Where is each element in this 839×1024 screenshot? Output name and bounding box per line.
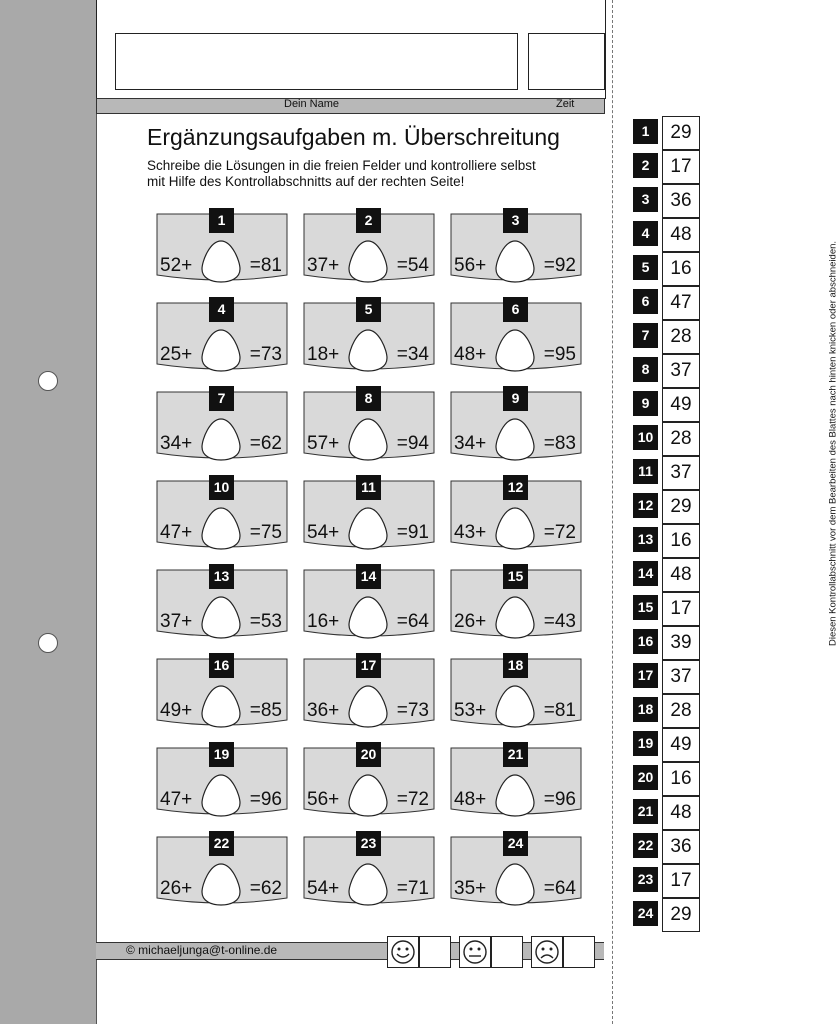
exercise-card [450, 391, 582, 461]
sum: =92 [543, 255, 576, 276]
sum: =72 [396, 789, 429, 810]
answer-egg[interactable] [494, 328, 536, 372]
name-label: Dein Name [284, 98, 340, 110]
answer-egg[interactable] [347, 417, 389, 461]
exercise-card [303, 213, 435, 283]
key-answer: 28 [662, 320, 700, 354]
time-field[interactable] [528, 33, 605, 90]
key-number: 22 [633, 833, 658, 858]
addend: 48+ [454, 344, 487, 365]
key-number: 8 [633, 357, 658, 382]
addend: 43+ [454, 522, 487, 543]
punch-hole [38, 633, 58, 653]
key-number: 16 [633, 629, 658, 654]
exercise-number: 21 [503, 742, 528, 767]
key-answer: 16 [662, 524, 700, 558]
exercise-card [156, 391, 288, 461]
key-number: 11 [633, 459, 658, 484]
addend: 37+ [307, 255, 340, 276]
key-row [633, 558, 699, 590]
answer-egg[interactable] [200, 684, 242, 728]
answer-egg[interactable] [347, 773, 389, 817]
answer-egg[interactable] [347, 684, 389, 728]
exercise-number: 10 [209, 475, 234, 500]
key-row [633, 524, 699, 556]
sad-face-icon [531, 936, 563, 968]
key-answer: 28 [662, 422, 700, 456]
exercise-card [303, 480, 435, 550]
key-row [633, 422, 699, 454]
exercise-number: 1 [209, 208, 234, 233]
copyright: © michaeljunga@t-online.de [126, 943, 278, 957]
exercise-card [450, 747, 582, 817]
answer-egg[interactable] [347, 506, 389, 550]
answer-egg[interactable] [200, 417, 242, 461]
addend: 56+ [307, 789, 340, 810]
addend: 35+ [454, 878, 487, 899]
header-label-bar [96, 98, 605, 114]
exercise-card [156, 747, 288, 817]
sum: =71 [396, 878, 429, 899]
answer-egg[interactable] [200, 506, 242, 550]
exercise-card [303, 836, 435, 906]
key-row [633, 898, 699, 930]
answer-egg[interactable] [494, 417, 536, 461]
key-row [633, 626, 699, 658]
answer-egg[interactable] [347, 595, 389, 639]
sum: =73 [249, 344, 282, 365]
key-answer: 29 [662, 898, 700, 932]
addend: 52+ [160, 255, 193, 276]
exercise-card [303, 569, 435, 639]
sum: =72 [543, 522, 576, 543]
answer-egg[interactable] [494, 239, 536, 283]
key-answer: 16 [662, 252, 700, 286]
sum: =62 [249, 878, 282, 899]
neutral-face-icon [459, 936, 491, 968]
exercise-card [450, 658, 582, 728]
instruction-line: mit Hilfe des Kontrollabschnitts auf der rechten Seite! [147, 174, 465, 189]
happy-face-icon [387, 936, 419, 968]
key-answer: 47 [662, 286, 700, 320]
exercise-card [156, 658, 288, 728]
key-answer: 37 [662, 354, 700, 388]
answer-egg[interactable] [200, 773, 242, 817]
exercise-card [450, 569, 582, 639]
sum: =34 [396, 344, 429, 365]
addend: 54+ [307, 522, 340, 543]
sum: =81 [543, 700, 576, 721]
addend: 16+ [307, 611, 340, 632]
cut-line [612, 0, 613, 1024]
exercise-number: 4 [209, 297, 234, 322]
exercise-number: 23 [356, 831, 381, 856]
exercise-number: 15 [503, 564, 528, 589]
key-row [633, 184, 699, 216]
key-answer: 17 [662, 150, 700, 184]
key-row [633, 864, 699, 896]
sum: =91 [396, 522, 429, 543]
key-answer: 16 [662, 762, 700, 796]
addend: 53+ [454, 700, 487, 721]
key-row [633, 660, 699, 692]
answer-egg[interactable] [494, 862, 536, 906]
key-answer: 29 [662, 490, 700, 524]
key-number: 7 [633, 323, 658, 348]
key-number: 14 [633, 561, 658, 586]
sum: =85 [249, 700, 282, 721]
key-number: 9 [633, 391, 658, 416]
sum: =94 [396, 433, 429, 454]
sum: =83 [543, 433, 576, 454]
key-row [633, 218, 699, 250]
binder-strip [0, 0, 97, 1024]
exercise-number: 2 [356, 208, 381, 233]
key-row [633, 320, 699, 352]
key-instruction: Diesen Kontrollabschnitt vor dem Bearbeiten des Blattes nach hinten knicken oder abschneiden. [827, 240, 839, 647]
key-number: 15 [633, 595, 658, 620]
exercise-number: 3 [503, 208, 528, 233]
exercise-card [303, 747, 435, 817]
sum: =64 [543, 878, 576, 899]
exercise-card [303, 658, 435, 728]
addend: 57+ [307, 433, 340, 454]
answer-egg[interactable] [494, 506, 536, 550]
answer-egg[interactable] [200, 328, 242, 372]
exercise-card [303, 302, 435, 372]
key-answer: 36 [662, 830, 700, 864]
key-row [633, 762, 699, 794]
key-answer: 17 [662, 864, 700, 898]
key-answer: 29 [662, 116, 700, 150]
addend: 34+ [454, 433, 487, 454]
addend: 25+ [160, 344, 193, 365]
sum: =53 [249, 611, 282, 632]
key-row [633, 694, 699, 726]
key-number: 17 [633, 663, 658, 688]
key-row [633, 592, 699, 624]
exercise-number: 14 [356, 564, 381, 589]
key-answer: 39 [662, 626, 700, 660]
sum: =81 [249, 255, 282, 276]
key-number: 24 [633, 901, 658, 926]
sum: =43 [543, 611, 576, 632]
addend: 54+ [307, 878, 340, 899]
exercise-card [156, 836, 288, 906]
exercise-number: 6 [503, 297, 528, 322]
answer-egg[interactable] [347, 862, 389, 906]
name-field[interactable] [115, 33, 518, 90]
exercise-card [450, 302, 582, 372]
exercise-number: 17 [356, 653, 381, 678]
answer-egg[interactable] [347, 239, 389, 283]
rating-box-happy[interactable] [419, 936, 451, 968]
punch-hole [38, 371, 58, 391]
key-answer: 48 [662, 796, 700, 830]
answer-egg[interactable] [200, 862, 242, 906]
exercise-card [303, 391, 435, 461]
exercise-card [450, 836, 582, 906]
page-title: Ergänzungsaufgaben m. Überschreitung [147, 124, 560, 150]
exercise-card [156, 302, 288, 372]
key-number: 10 [633, 425, 658, 450]
addend: 26+ [454, 611, 487, 632]
addend: 47+ [160, 789, 193, 810]
key-row [633, 116, 699, 148]
exercise-card [450, 480, 582, 550]
exercise-card [156, 569, 288, 639]
rating-box-neutral[interactable] [491, 936, 523, 968]
exercise-number: 18 [503, 653, 528, 678]
rating-box-sad[interactable] [563, 936, 595, 968]
exercise-number: 5 [356, 297, 381, 322]
exercise-number: 11 [356, 475, 381, 500]
sum: =64 [396, 611, 429, 632]
key-number: 1 [633, 119, 658, 144]
exercise-number: 16 [209, 653, 234, 678]
key-answer: 36 [662, 184, 700, 218]
key-number: 18 [633, 697, 658, 722]
key-row [633, 286, 699, 318]
key-row [633, 796, 699, 828]
exercise-card [156, 480, 288, 550]
key-row [633, 490, 699, 522]
exercise-number: 8 [356, 386, 381, 411]
exercise-number: 12 [503, 475, 528, 500]
answer-egg[interactable] [200, 595, 242, 639]
addend: 48+ [454, 789, 487, 810]
key-row [633, 388, 699, 420]
key-number: 19 [633, 731, 658, 756]
key-answer: 37 [662, 660, 700, 694]
key-number: 23 [633, 867, 658, 892]
key-row [633, 830, 699, 862]
addend: 49+ [160, 700, 193, 721]
sum: =96 [249, 789, 282, 810]
key-answer: 28 [662, 694, 700, 728]
sum: =62 [249, 433, 282, 454]
key-number: 20 [633, 765, 658, 790]
key-answer: 48 [662, 218, 700, 252]
key-row [633, 252, 699, 284]
exercise-number: 19 [209, 742, 234, 767]
sum: =54 [396, 255, 429, 276]
key-number: 3 [633, 187, 658, 212]
exercise-number: 9 [503, 386, 528, 411]
addend: 56+ [454, 255, 487, 276]
key-number: 21 [633, 799, 658, 824]
answer-egg[interactable] [494, 595, 536, 639]
sum: =96 [543, 789, 576, 810]
addend: 36+ [307, 700, 340, 721]
exercise-number: 22 [209, 831, 234, 856]
exercise-number: 20 [356, 742, 381, 767]
sum: =95 [543, 344, 576, 365]
addend: 18+ [307, 344, 340, 365]
time-label: Zeit [556, 98, 575, 110]
sum: =73 [396, 700, 429, 721]
exercise-number: 13 [209, 564, 234, 589]
key-answer: 49 [662, 388, 700, 422]
answer-egg[interactable] [347, 328, 389, 372]
key-number: 13 [633, 527, 658, 552]
key-answer: 37 [662, 456, 700, 490]
key-answer: 49 [662, 728, 700, 762]
instructions [147, 158, 536, 190]
answer-egg[interactable] [200, 239, 242, 283]
exercise-number: 7 [209, 386, 234, 411]
answer-egg[interactable] [494, 684, 536, 728]
instruction-line: Schreibe die Lösungen in die freien Felder und kontrolliere selbst [147, 158, 536, 173]
key-number: 6 [633, 289, 658, 314]
key-row [633, 150, 699, 182]
key-number: 12 [633, 493, 658, 518]
key-number: 5 [633, 255, 658, 280]
key-row [633, 456, 699, 488]
addend: 34+ [160, 433, 193, 454]
key-number: 2 [633, 153, 658, 178]
addend: 47+ [160, 522, 193, 543]
key-answer: 48 [662, 558, 700, 592]
key-row [633, 728, 699, 760]
addend: 37+ [160, 611, 193, 632]
key-number: 4 [633, 221, 658, 246]
addend: 26+ [160, 878, 193, 899]
exercise-card [156, 213, 288, 283]
exercise-card [450, 213, 582, 283]
answer-egg[interactable] [494, 773, 536, 817]
key-answer: 17 [662, 592, 700, 626]
sum: =75 [249, 522, 282, 543]
key-row [633, 354, 699, 386]
exercise-number: 24 [503, 831, 528, 856]
